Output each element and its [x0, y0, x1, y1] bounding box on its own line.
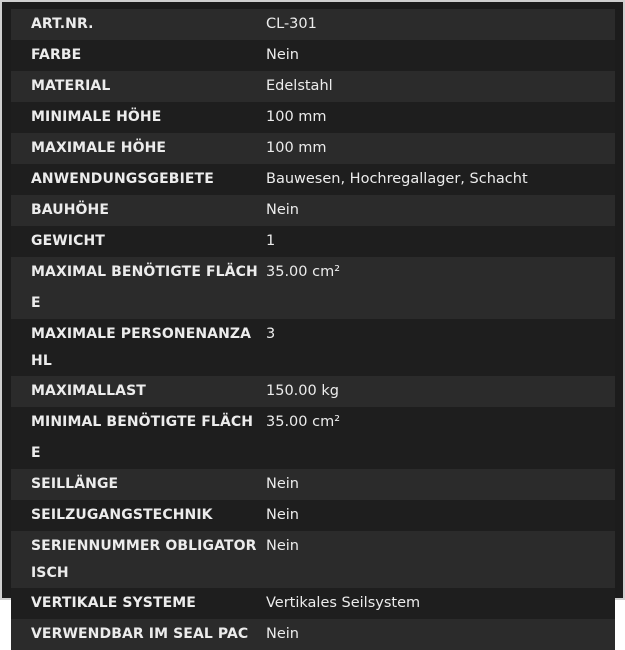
spec-value: Edelstahl: [261, 71, 615, 102]
spec-value: Nein: [261, 40, 615, 71]
spec-value: Bauwesen, Hochregallager, Schacht: [261, 164, 615, 195]
spec-row-seillaenge: [11, 469, 615, 500]
spec-row-farbe: [11, 40, 615, 71]
spec-label: ANWENDUNGSGEBIETE: [11, 164, 261, 195]
spec-value: Nein: [261, 500, 615, 531]
spec-label: SEILZUGANGSTECHNIK: [11, 500, 261, 531]
spec-value: 35.00 cm²: [261, 407, 615, 469]
spec-label: VERWENDBAR IM SEAL PAC: [11, 619, 261, 650]
spec-value: 35.00 cm²: [261, 257, 615, 319]
spec-row-maximal-benoetigte-flaeche: [11, 257, 615, 319]
spec-label: MATERIAL: [11, 71, 261, 102]
spec-row-material: [11, 71, 615, 102]
spec-value: Nein: [261, 619, 615, 650]
spec-row-verwendbar-im-seal-pac: [11, 619, 615, 650]
spec-label: MAXIMALLAST: [11, 376, 261, 407]
spec-row-anwendungsgebiete: [11, 164, 615, 195]
spec-row-bauhoehe: [11, 195, 615, 226]
spec-row-minimal-benoetigte-flaeche: [11, 407, 615, 469]
specs-table: [11, 9, 615, 650]
spec-row-maximallast: [11, 376, 615, 407]
spec-label: ART.NR.: [11, 9, 261, 40]
spec-row-maximale-hoehe: [11, 133, 615, 164]
spec-label: SERIENNUMMER OBLIGATORISCH: [11, 531, 261, 588]
spec-row-seriennummer-obligatorisch: [11, 531, 615, 588]
spec-label: MINIMALE HÖHE: [11, 102, 261, 133]
spec-label: MINIMAL BENÖTIGTE FLÄCHE: [11, 407, 261, 469]
spec-value: 100 mm: [261, 133, 615, 164]
spec-value: 3: [261, 319, 615, 376]
spec-label: MAXIMAL BENÖTIGTE FLÄCHE: [11, 257, 261, 319]
spec-value: Nein: [261, 531, 615, 588]
spec-value: 1: [261, 226, 615, 257]
spec-row-art-nr: [11, 9, 615, 40]
spec-row-vertikale-systeme: [11, 588, 615, 619]
spec-value: 150.00 kg: [261, 376, 615, 407]
spec-row-seilzugangstechnik: [11, 500, 615, 531]
spec-label: MAXIMALE HÖHE: [11, 133, 261, 164]
spec-value: CL-301: [261, 9, 615, 40]
spec-row-minimale-hoehe: [11, 102, 615, 133]
spec-label: BAUHÖHE: [11, 195, 261, 226]
spec-label: SEILLÄNGE: [11, 469, 261, 500]
spec-value: Nein: [261, 469, 615, 500]
spec-value: Nein: [261, 195, 615, 226]
spec-label: FARBE: [11, 40, 261, 71]
spec-label: VERTIKALE SYSTEME: [11, 588, 261, 619]
spec-row-gewicht: [11, 226, 615, 257]
spec-value: 100 mm: [261, 102, 615, 133]
spec-label: GEWICHT: [11, 226, 261, 257]
spec-row-maximale-personenanzahl: [11, 319, 615, 376]
spec-value: Vertikales Seilsystem: [261, 588, 615, 619]
spec-label: MAXIMALE PERSONENANZAHL: [11, 319, 261, 376]
